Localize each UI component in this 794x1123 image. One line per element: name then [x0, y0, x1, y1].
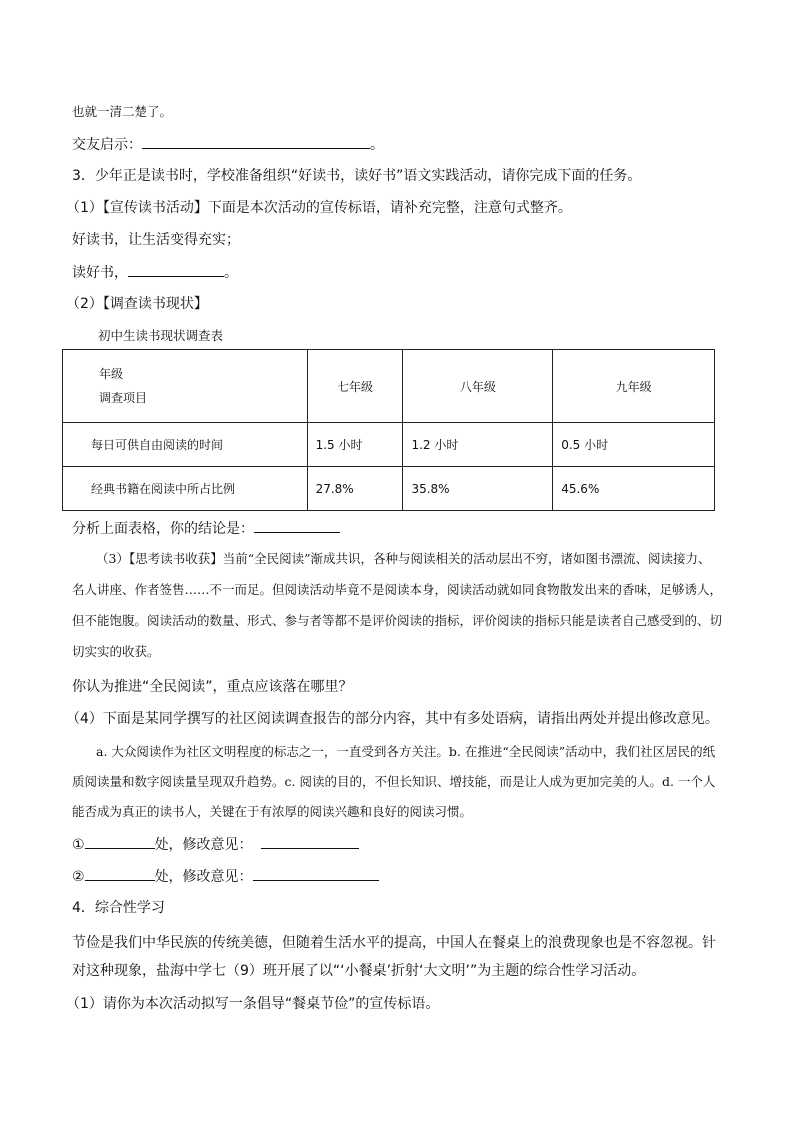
table-caption: 初中生读书现状调查表 [98, 328, 224, 343]
prompt-label: 交友启示： [72, 137, 142, 153]
circle-number: ① [72, 837, 85, 853]
corner-top-label: 年级 [99, 367, 124, 381]
answer-line-1 [72, 834, 359, 855]
table-cell: 35.8% [403, 467, 553, 511]
punctuation: 。 [224, 265, 238, 281]
table-cell: 1.5 小时 [307, 423, 403, 467]
column-header: 八年级 [403, 350, 553, 423]
answer-blank[interactable] [254, 518, 340, 533]
row-label: 每日可供自由阅读的时间 [63, 423, 308, 467]
answer-blank[interactable] [85, 866, 155, 881]
passage-text: 当前“全民阅读”渐成共识，各种与阅读相关的活动层出不穷，诸如图书漂流、阅读接力、名人讲座、作者签售……不一而足。但阅读活动毕竟不是阅读本身，阅读活动就如同食物散发出来的香味，足够诱人，但不能饱腹。阅读活动的数量、形式、参与者等都不是评价阅读的指标，评价阅读的指标只能是读者自己感受到的、切切实实的收获。 [72, 551, 723, 659]
circle-number: ② [72, 869, 85, 885]
table-corner-cell [63, 350, 308, 423]
question-4-1: （1）请你为本次活动拟写一条倡导“餐桌节俭”的宣传标语。 [66, 996, 440, 1012]
question-3-3: 你认为推进“全民阅读”，重点应该落在哪里？ [72, 679, 353, 695]
survey-table [62, 349, 715, 511]
answer-blank[interactable] [261, 834, 359, 849]
answer-blank[interactable] [142, 134, 370, 149]
slogan-line-2 [72, 262, 238, 283]
passage-text: a. 大众阅读作为社区文明程度的标志之一，一直受到各方关注。b. 在推进“全民阅读”活动中，我们社区居民的纸质阅读量和数字阅读量呈现双升趋势。c. 阅读的目的，不但长知识、增技能，而是让人成为更加完美的人。d. 一个人能否成为真正的读书人，关键在于有浓厚的阅读兴趣和良好的阅读习惯。 [72, 744, 716, 819]
passage-3-3 [72, 543, 722, 667]
prompt-label: 处，修改意见： [154, 869, 253, 885]
question-3-4: （4）下面是某同学撰写的社区阅读调查报告的部分内容，其中有多处语病，请指出两处并提出修改意见。 [66, 711, 719, 727]
answer-blank[interactable] [85, 834, 155, 849]
column-header: 九年级 [553, 350, 715, 423]
answer-blank[interactable] [128, 262, 224, 277]
punctuation: 。 [370, 137, 384, 153]
answer-line [72, 134, 384, 155]
passage-3-4 [72, 737, 722, 827]
prompt-label: 处，修改意见： [154, 837, 253, 853]
table-cell: 1.2 小时 [403, 423, 553, 467]
question-4-text: 节俭是我们中华民族的传统美德，但随着生活水平的提高，中国人在餐桌上的浪费现象也是不容忽视。针对这种现象，盐海中学七（9）班开展了以“‘小餐桌’折射‘大文明’”为主题的综合性学习活动。 [72, 935, 716, 979]
question-4-title: 4．综合性学习 [72, 900, 165, 916]
table-cell: 27.8% [307, 467, 403, 511]
slogan-prefix: 读好书， [72, 265, 128, 281]
slogan-line-1: 好读书，让生活变得充实； [72, 232, 240, 248]
table-row [63, 467, 715, 511]
answer-blank[interactable] [253, 866, 379, 881]
table-cell: 45.6% [553, 467, 715, 511]
question-3-1: （1）【宣传读书活动】下面是本次活动的宣传标语，请补充完整，注意句式整齐。 [66, 200, 572, 216]
table-row [63, 423, 715, 467]
answer-line-2 [72, 866, 379, 887]
table-cell: 0.5 小时 [553, 423, 715, 467]
row-label: 经典书籍在阅读中所占比例 [63, 467, 308, 511]
corner-bottom-label: 调查项目 [99, 391, 148, 405]
question-3: 3．少年正是读书时，学校准备组织“好读书，读好书”语文实践活动，请你完成下面的任务。 [72, 168, 642, 184]
question-3-3-lead: （3）【思考读书收获】 [96, 551, 223, 566]
column-header: 七年级 [307, 350, 403, 423]
question-3-2: （2）【调查读书现状】 [66, 296, 208, 312]
analysis-prompt: 分析上面表格，你的结论是： [72, 521, 254, 537]
analysis-line [72, 518, 340, 539]
text-line: 也就一清二楚了。 [72, 104, 173, 119]
table-header-row [63, 350, 715, 423]
